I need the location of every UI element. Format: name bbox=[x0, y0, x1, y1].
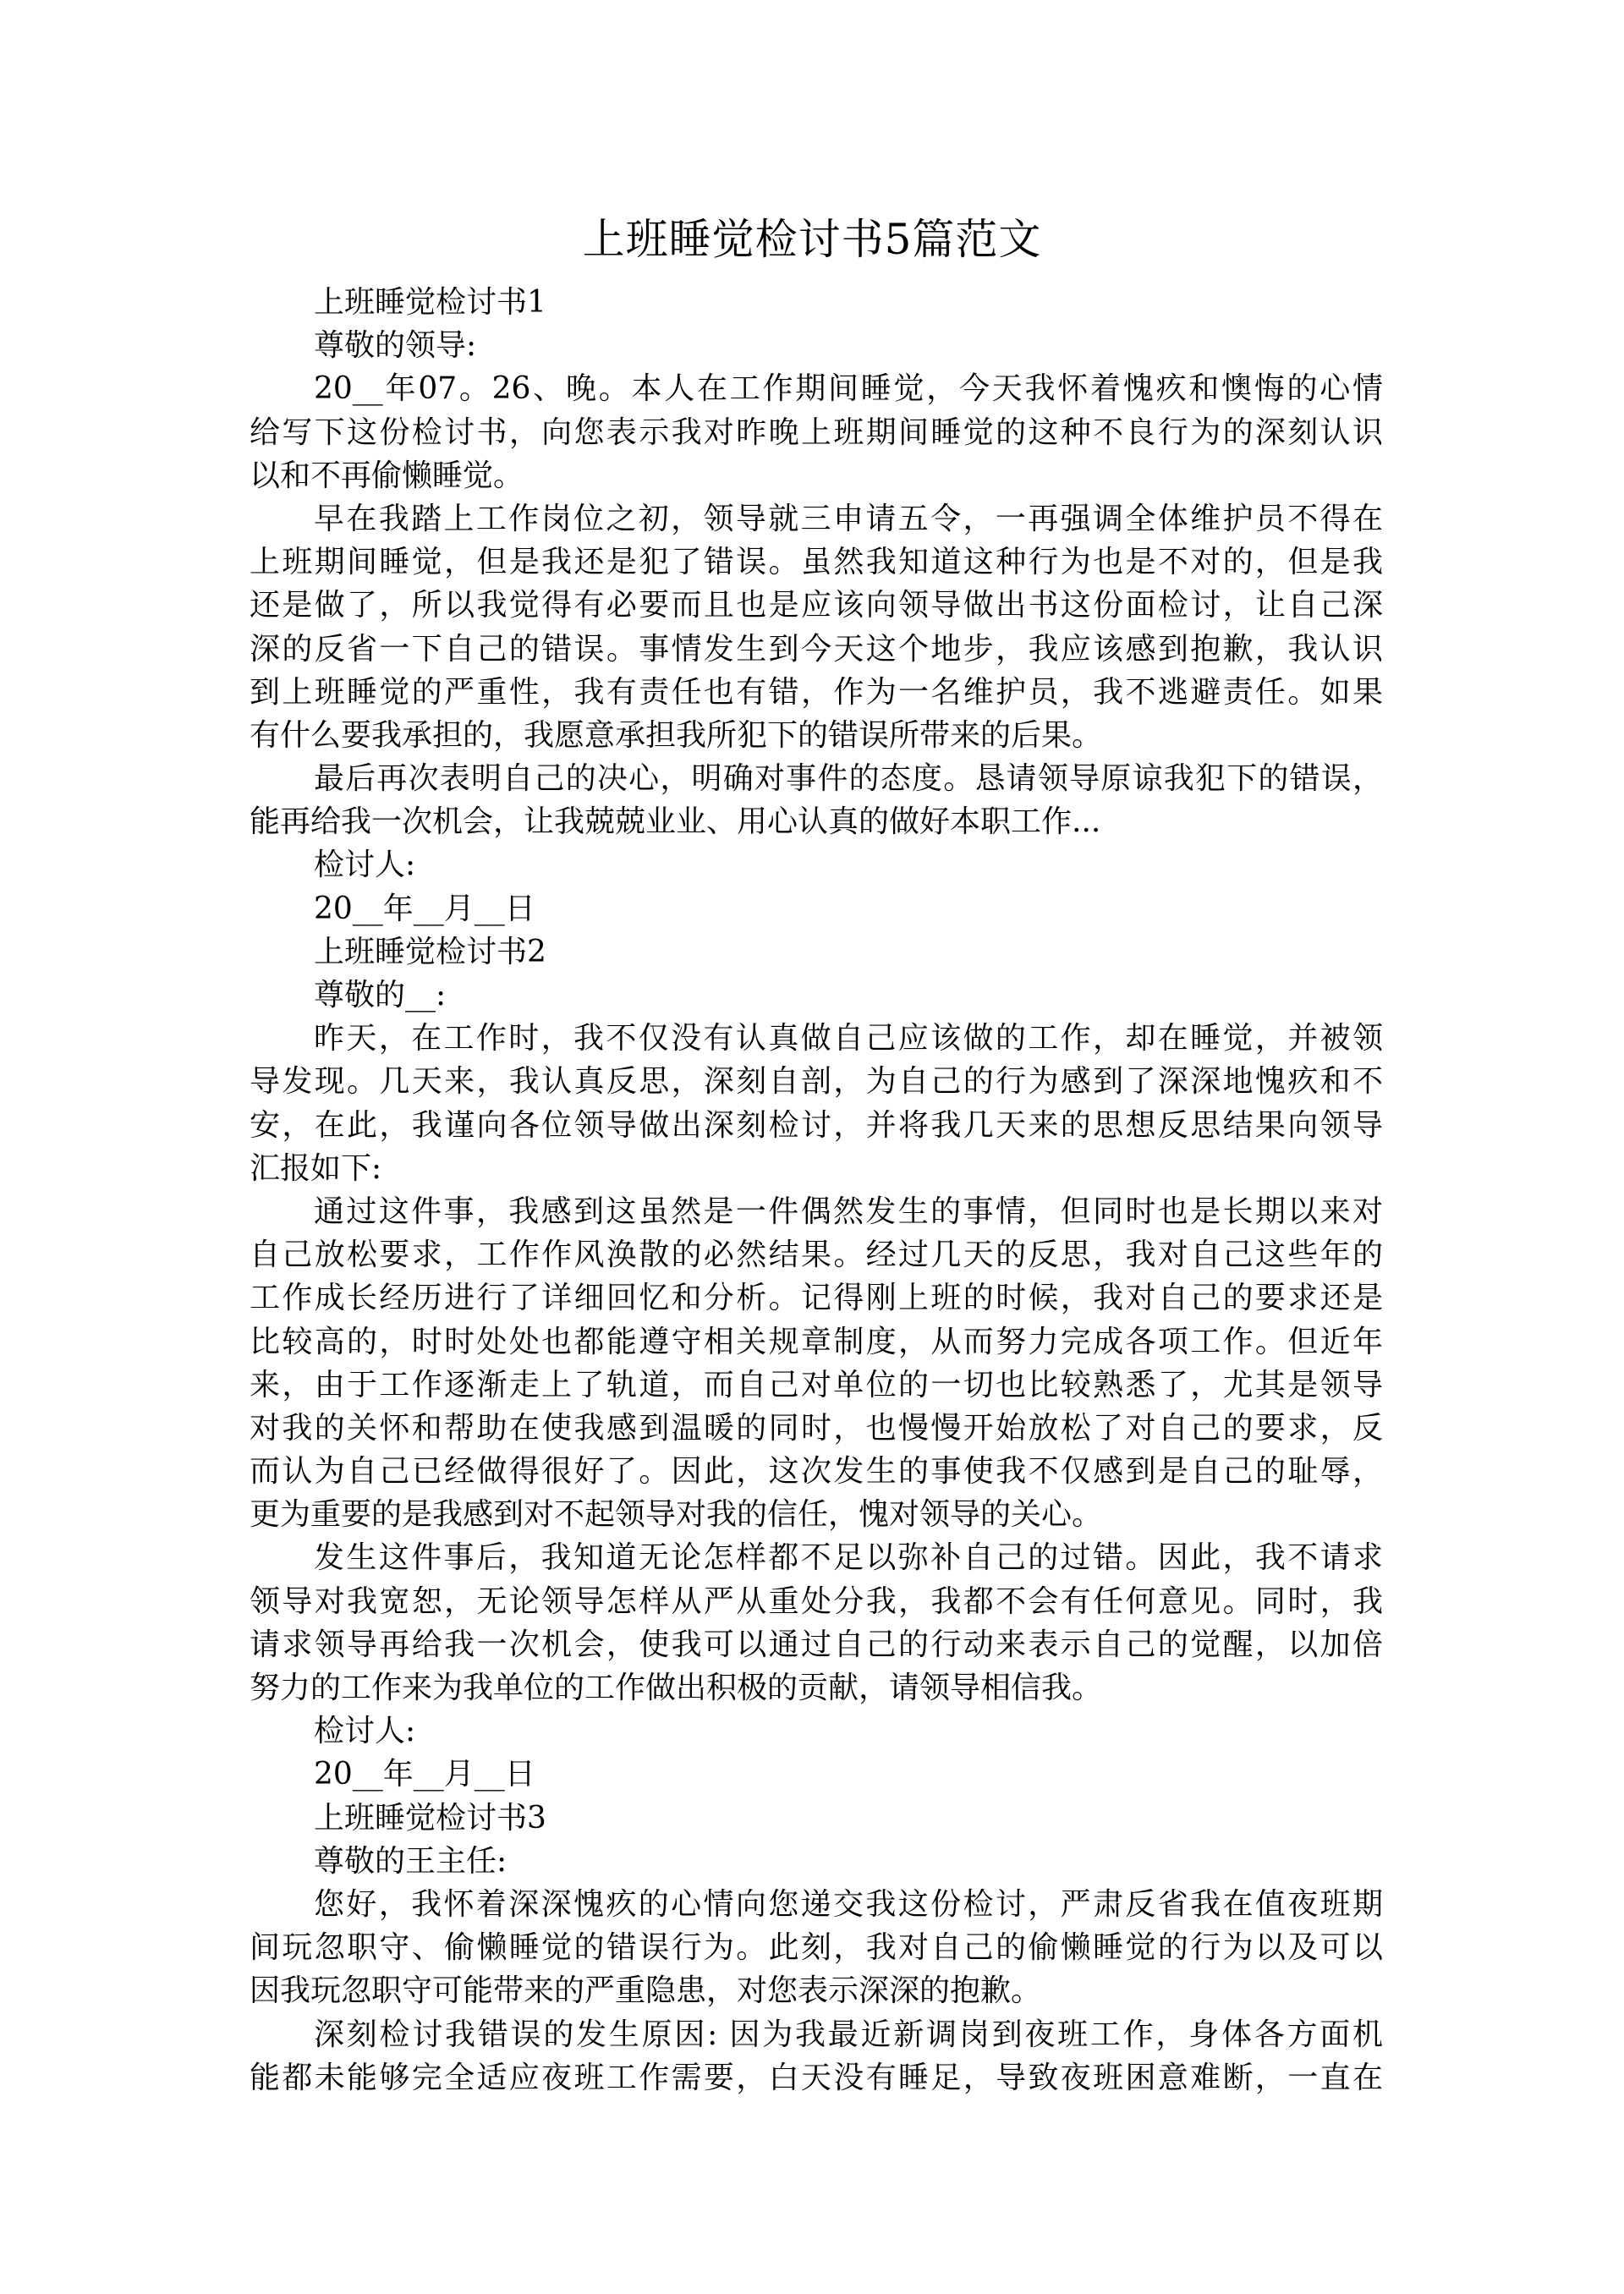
text-line: 上班睡觉检讨书1 bbox=[314, 285, 546, 320]
text-line: 自己放松要求，工作作风涣散的必然结果。经过几天的反思，我对自己这些年的 bbox=[250, 1238, 1383, 1273]
text-line: 工作成长经历进行了详细回忆和分析。记得刚上班的时候，我对自己的要求还是 bbox=[250, 1281, 1383, 1316]
document-body bbox=[250, 281, 1383, 2099]
text-line: 而认为自己已经做得很好了。因此，这次发生的事使我不仅感到是自己的耻辱， bbox=[250, 1454, 1383, 1490]
text-line: 尊敬的领导: bbox=[314, 328, 477, 364]
text-line: 早在我踏上工作岗位之初，领导就三申请五令，一再强调全体维护员不得在 bbox=[314, 501, 1383, 536]
text-line: 更为重要的是我感到对不起领导对我的信任，愧对领导的关心。 bbox=[250, 1497, 1103, 1533]
text-line: 上班睡觉检讨书3 bbox=[314, 1800, 546, 1836]
text-line: 深刻检讨我错误的发生原因: 因为我最近新调岗到夜班工作，身体各方面机 bbox=[314, 2017, 1383, 2052]
text-line: 能再给我一次机会，让我兢兢业业、用心认真的做好本职工作... bbox=[250, 804, 1101, 840]
text-line: 上班期间睡觉，但是我还是犯了错误。虽然我知道这种行为也是不对的，但是我 bbox=[250, 545, 1383, 580]
text-line: 比较高的，时时处处也都能遵守相关规章制度，从而努力完成各项工作。但近年 bbox=[250, 1324, 1383, 1359]
text-line: 还是做了，所以我觉得有必要而且也是应该向领导做出书这份面检讨，让自己深 bbox=[250, 588, 1383, 623]
text-line: 尊敬的__: bbox=[314, 978, 447, 1013]
text-line: 导发现。几天来，我认真反思，深刻自剖，为自己的行为感到了深深地愧疚和不 bbox=[250, 1064, 1383, 1100]
text-line: 检讨人: bbox=[314, 848, 416, 883]
text-line: 因我玩忽职守可能带来的严重隐患，对您表示深深的抱歉。 bbox=[250, 1973, 1042, 2009]
text-line: 上班睡觉检讨书2 bbox=[314, 934, 546, 969]
text-line: 发生这件事后，我知道无论怎样都不足以弥补自己的过错。因此，我不请求 bbox=[314, 1540, 1383, 1576]
text-line: 您好，我怀着深深愧疚的心情向您递交我这份检讨，严肃反省我在值夜班期 bbox=[314, 1886, 1383, 1922]
document-title: 上班睡觉检讨书5篇范文 bbox=[582, 215, 1042, 264]
text-line: 请求领导再给我一次机会，使我可以通过自己的行动来表示自己的觉醒，以加倍 bbox=[250, 1627, 1383, 1662]
text-line: 间玩忽职守、偷懒睡觉的错误行为。此刻，我对自己的偷懒睡觉的行为以及可以 bbox=[250, 1930, 1383, 1966]
text-line: 尊敬的王主任: bbox=[314, 1843, 508, 1879]
text-line: 给写下这份检讨书，向您表示我对昨晚上班期间睡觉的这种不良行为的深刻认识 bbox=[250, 414, 1383, 450]
text-line: 领导对我宽恕，无论领导怎样从严从重处分我，我都不会有任何意见。同时，我 bbox=[250, 1583, 1383, 1619]
text-line: 来，由于工作逐渐走上了轨道，而自己对单位的一切也比较熟悉了，尤其是领导 bbox=[250, 1367, 1383, 1402]
text-line: 20__年__月__日 bbox=[314, 1757, 535, 1792]
text-line: 对我的关怀和帮助在使我感到温暖的同时，也慢慢开始放松了对自己的要求，反 bbox=[250, 1410, 1383, 1446]
text-line: 通过这件事，我感到这虽然是一件偶然发生的事情，但同时也是长期以来对 bbox=[314, 1194, 1383, 1229]
text-line: 最后再次表明自己的决心，明确对事件的态度。恳请领导原谅我犯下的错误， bbox=[314, 761, 1383, 797]
text-line: 20__年07。26、晚。本人在工作期间睡觉，今天我怀着愧疚和懊悔的心情 bbox=[314, 371, 1383, 407]
text-line: 检讨人: bbox=[314, 1714, 416, 1749]
text-line: 汇报如下: bbox=[250, 1150, 382, 1186]
text-line: 20__年__月__日 bbox=[314, 891, 535, 926]
text-line: 有什么要我承担的，我愿意承担我所犯下的错误所带来的后果。 bbox=[250, 717, 1103, 753]
text-line: 能都未能够完全适应夜班工作需要，白天没有睡足，导致夜班困意难断，一直在 bbox=[250, 2060, 1383, 2095]
text-line: 深的反省一下自己的错误。事情发生到今天这个地步，我应该感到抱歉，我认识 bbox=[250, 631, 1383, 667]
text-line: 努力的工作来为我单位的工作做出积极的贡献，请领导相信我。 bbox=[250, 1671, 1103, 1705]
text-line: 安，在此，我谨向各位领导做出深刻检讨，并将我几天来的思想反思结果向领导 bbox=[250, 1107, 1383, 1143]
text-line: 到上班睡觉的严重性，我有责任也有错，作为一名维护员，我不逃避责任。如果 bbox=[250, 674, 1383, 710]
text-line: 以和不再偷懒睡觉。 bbox=[250, 458, 524, 493]
text-line: 昨天，在工作时，我不仅没有认真做自己应该做的工作，却在睡觉，并被领 bbox=[314, 1021, 1383, 1056]
